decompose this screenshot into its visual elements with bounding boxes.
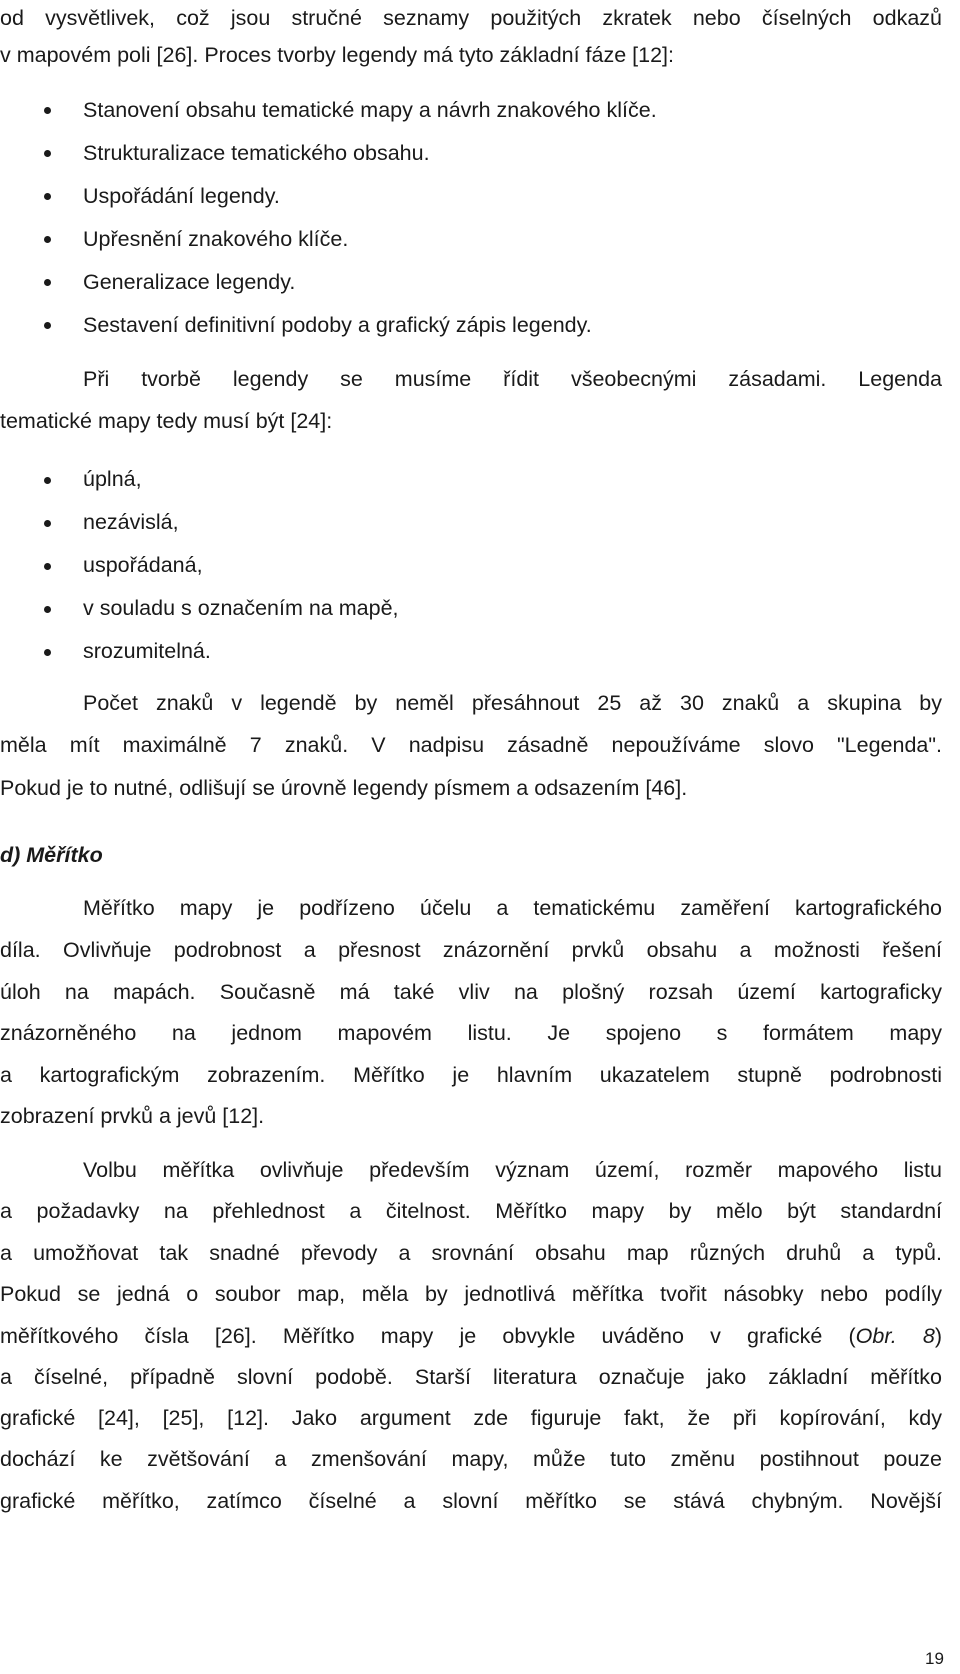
bullet-icon	[44, 236, 51, 243]
bullet-icon	[44, 107, 51, 114]
body-text-line: úloh na mapách. Současně má také vliv na plošný rozsah území kartograficky	[0, 980, 942, 1004]
list-item: Uspořádání legendy.	[83, 184, 280, 208]
list-item: nezávislá,	[83, 510, 179, 534]
figure-reference: Obr. 8	[855, 1324, 935, 1348]
bullet-icon	[44, 563, 51, 570]
bullet-icon	[44, 150, 51, 157]
body-text-line: a požadavky na přehlednost a čitelnost. Měřítko mapy by mělo být standardní	[0, 1199, 942, 1223]
page-number: 19	[925, 1649, 944, 1668]
list-item: Strukturalizace tematického obsahu.	[83, 141, 430, 165]
list-item: Stanovení obsahu tematické mapy a návrh znakového klíče.	[83, 98, 657, 122]
body-text-line: Měřítko mapy je podřízeno účelu a tematickému zaměření kartografického	[83, 896, 942, 920]
body-text-line: Při tvorbě legendy se musíme řídit všeobecnými zásadami. Legenda	[83, 367, 942, 391]
bullet-icon	[44, 606, 51, 613]
list-item: uspořádaná,	[83, 553, 203, 577]
bullet-icon	[44, 520, 51, 527]
body-text-line: dochází ke zvětšování a zmenšování mapy, může tuto změnu postihnout pouze	[0, 1447, 942, 1471]
bullet-icon	[44, 477, 51, 484]
text-segment: )	[934, 1324, 942, 1348]
body-text-line: díla. Ovlivňuje podrobnost a přesnost znázornění prvků obsahu a možnosti řešení	[0, 938, 942, 962]
list-item: Upřesnění znakového klíče.	[83, 227, 349, 251]
body-text-line	[0, 1326, 942, 1348]
bullet-icon	[44, 322, 51, 329]
list-item: úplná,	[83, 467, 142, 491]
list-item: Sestavení definitivní podoby a grafický zápis legendy.	[83, 313, 592, 337]
list-item: Generalizace legendy.	[83, 270, 296, 294]
list-item: v souladu s označením na mapě,	[83, 596, 399, 620]
body-text-line: a kartografickým zobrazením. Měřítko je hlavním ukazatelem stupně podrobnosti	[0, 1063, 942, 1087]
bullet-icon	[44, 279, 51, 286]
text-segment: měřítkového čísla [26]. Měřítko mapy je obvykle uváděno v grafické (	[0, 1324, 856, 1348]
body-text-line: grafické [24], [25], [12]. Jako argument zde figuruje fakt, že při kopírování, kdy	[0, 1406, 942, 1430]
section-heading: d) Měřítko	[0, 843, 103, 867]
body-text-line: Pokud je to nutné, odlišují se úrovně legendy písmem a odsazením [46].	[0, 776, 688, 800]
body-text-line: zobrazení prvků a jevů [12].	[0, 1104, 265, 1128]
bullet-icon	[44, 649, 51, 656]
body-text-line: Volbu měřítka ovlivňuje především význam území, rozměr mapového listu	[83, 1158, 942, 1182]
body-text-line: v mapovém poli [26]. Proces tvorby legendy má tyto základní fáze [12]:	[0, 43, 675, 67]
body-text-line: Počet znaků v legendě by neměl přesáhnout 25 až 30 znaků a skupina by	[83, 691, 942, 715]
body-text-line: od vysvětlivek, což jsou stručné seznamy použitých zkratek nebo číselných odkazů	[0, 6, 942, 30]
body-text-line: znázorněného na jednom mapovém listu. Je spojeno s formátem mapy	[0, 1021, 942, 1045]
list-item: srozumitelná.	[83, 639, 211, 663]
body-text-line: Pokud se jedná o soubor map, měla by jednotlivá měřítka tvořit násobky nebo podíly	[0, 1282, 942, 1306]
body-text-line: a číselné, případně slovní podobě. Starší literatura označuje jako základní měřítko	[0, 1365, 942, 1389]
body-text-line: grafické měřítko, zatímco číselné a slovní měřítko se stává chybným. Novější	[0, 1489, 942, 1513]
body-text-line: měla mít maximálně 7 znaků. V nadpisu zásadně nepoužíváme slovo "Legenda".	[0, 733, 942, 757]
bullet-icon	[44, 193, 51, 200]
body-text-line: tematické mapy tedy musí být [24]:	[0, 409, 333, 433]
body-text-line: a umožňovat tak snadné převody a srovnání obsahu map různých druhů a typů.	[0, 1241, 942, 1265]
